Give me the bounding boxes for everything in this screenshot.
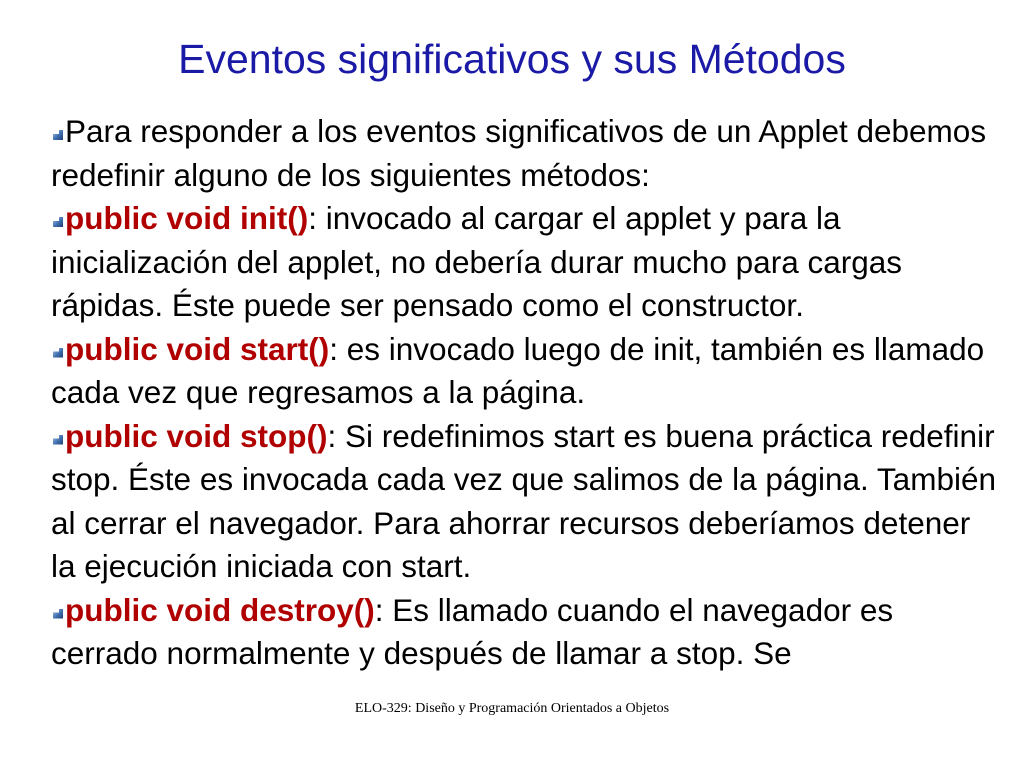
paragraph-text: : es invocado luego de init, también es llamado cada vez que regresamos a la página. [51, 330, 985, 410]
paragraph-text: Para responder a los eventos significativos de un Applet debemos redefinir alguno de los siguientes métodos: [51, 113, 987, 193]
paragraph-init [51, 197, 1001, 328]
slide-body [51, 110, 1001, 676]
square-bullet-icon [53, 348, 63, 358]
paragraph-intro [51, 110, 1001, 197]
paragraph-start [51, 328, 1001, 415]
method-keyword-start: public void start() [65, 330, 330, 367]
paragraph-text: : Si redefinimos start es buena práctica redefinir stop. Éste es invocada cada vez que salimos de la página. También al cerrar el navegador. Para ahorrar recursos deberíamos detener la ejecución iniciada con start. [51, 417, 996, 584]
slide-footer: ELO-329: Diseño y Programación Orientados a Objetos [354, 701, 670, 716]
slide-title: Eventos significativos y sus Métodos [178, 36, 846, 82]
square-bullet-icon [53, 130, 63, 140]
paragraph-destroy [51, 589, 1001, 676]
paragraph-stop [51, 415, 1001, 589]
paragraph-text: : invocado al cargar el applet y para la inicialización del applet, no debería durar mucho para cargas rápidas. Éste puede ser pensado como el constructor. [51, 200, 903, 323]
method-keyword-stop: public void stop() [65, 417, 328, 454]
paragraph-text: : Es llamado cuando el navegador es cerrado normalmente y después de llamar a stop. Se [51, 591, 894, 671]
method-keyword-init: public void init() [65, 200, 309, 236]
square-bullet-icon [53, 217, 63, 227]
square-bullet-icon [53, 435, 63, 445]
method-keyword-destroy: public void destroy() [65, 591, 375, 628]
square-bullet-icon [53, 609, 63, 619]
